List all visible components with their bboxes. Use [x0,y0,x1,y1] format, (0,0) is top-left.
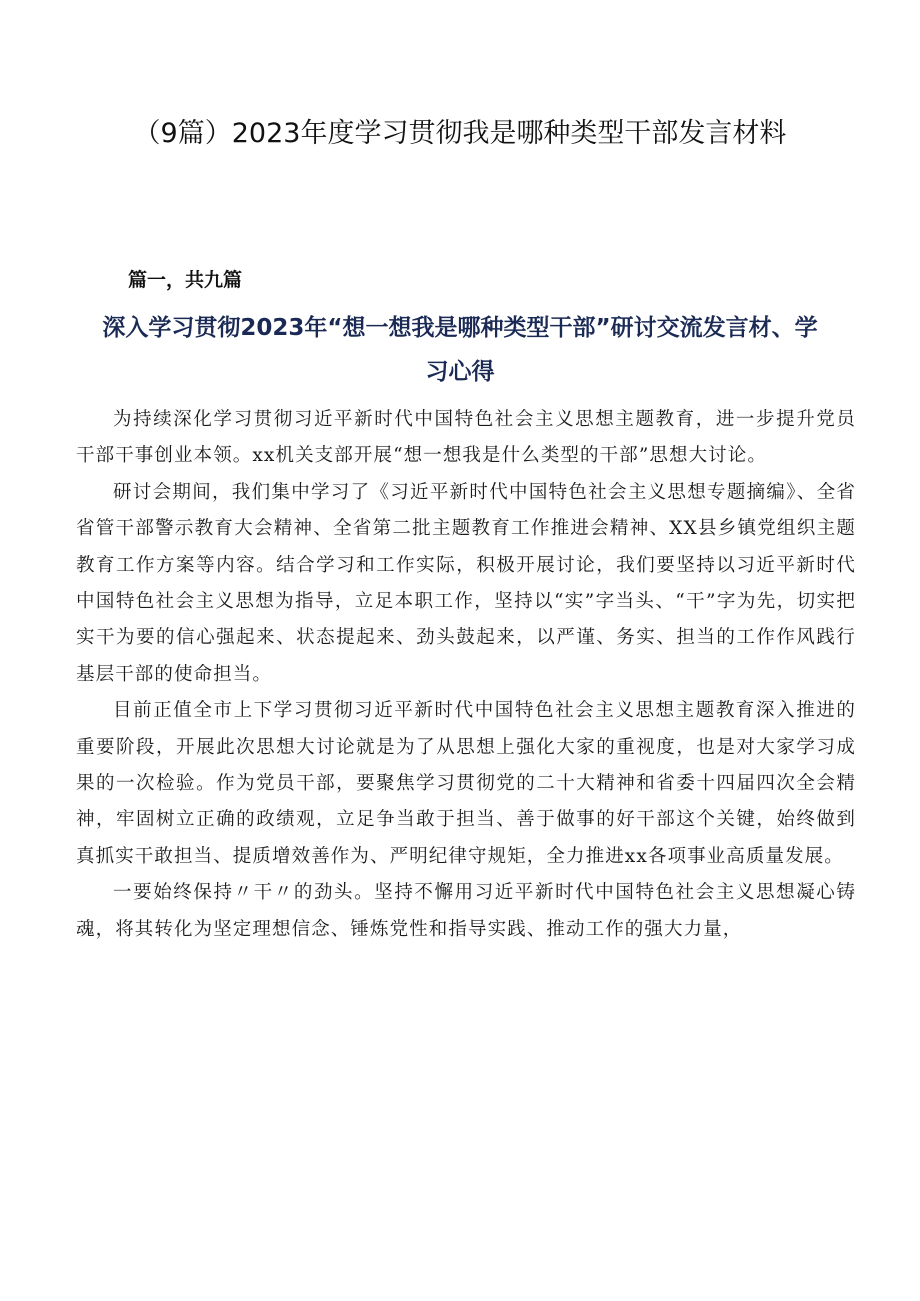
paragraph-seminar: 研讨会期间，我们集中学习了《习近平新时代中国特色社会主义思想专题摘编》、全省省管干部警示教育大会精神、全省第二批主题教育工作推进会精神、XX县乡镇党组织主题教育工作方案等内容。结合学习和工作实际，积极开展讨论，我们要坚持以习近平新时代中国特色社会主义思想为指导，立足本职工作，坚持以“实”字当头、“干”字为先，切实把实干为要的信心强起来、状态提起来、劲头鼓起来，以严谨、务实、担当的工作作风践行基层干部的使命担当。 [76,481,856,685]
document-title: （9篇）2023年度学习贯彻我是哪种类型干部发言材料 [133,118,787,149]
document-body [76,402,856,948]
section-label: 篇一，共九篇 [128,269,243,291]
article-title: 深入学习贯彻2023年“想一想我是哪种类型干部”研讨交流发言材、学习心得 [102,315,818,385]
paragraph-point-one: 一要始终保持〃干〃的劲头。坚持不懈用习近平新时代中国特色社会主义思想凝心铸魂，将其转化为坚定理想信念、锤炼党性和指导实践、推动工作的强大力量， [76,882,856,940]
paragraph-intro: 为持续深化学习贯彻习近平新时代中国特色社会主义思想主题教育，进一步提升党员干部干事创业本领。xx机关支部开展“想一想我是什么类型的干部”思想大讨论。 [76,409,856,467]
paragraph-current-stage: 目前正值全市上下学习贯彻习近平新时代中国特色社会主义思想主题教育深入推进的重要阶段，开展此次思想大讨论就是为了从思想上强化大家的重视度，也是对大家学习成果的一次检验。作为党员干部，要聚焦学习贯彻党的二十大精神和省委十四届四次全会精神，牢固树立正确的政绩观，立足争当敢于担当、善于做事的好干部这个关键，始终做到真抓实干敢担当、提质增效善作为、严明纪律守规矩，全力推进xx各项事业高质量发展。 [76,700,856,867]
